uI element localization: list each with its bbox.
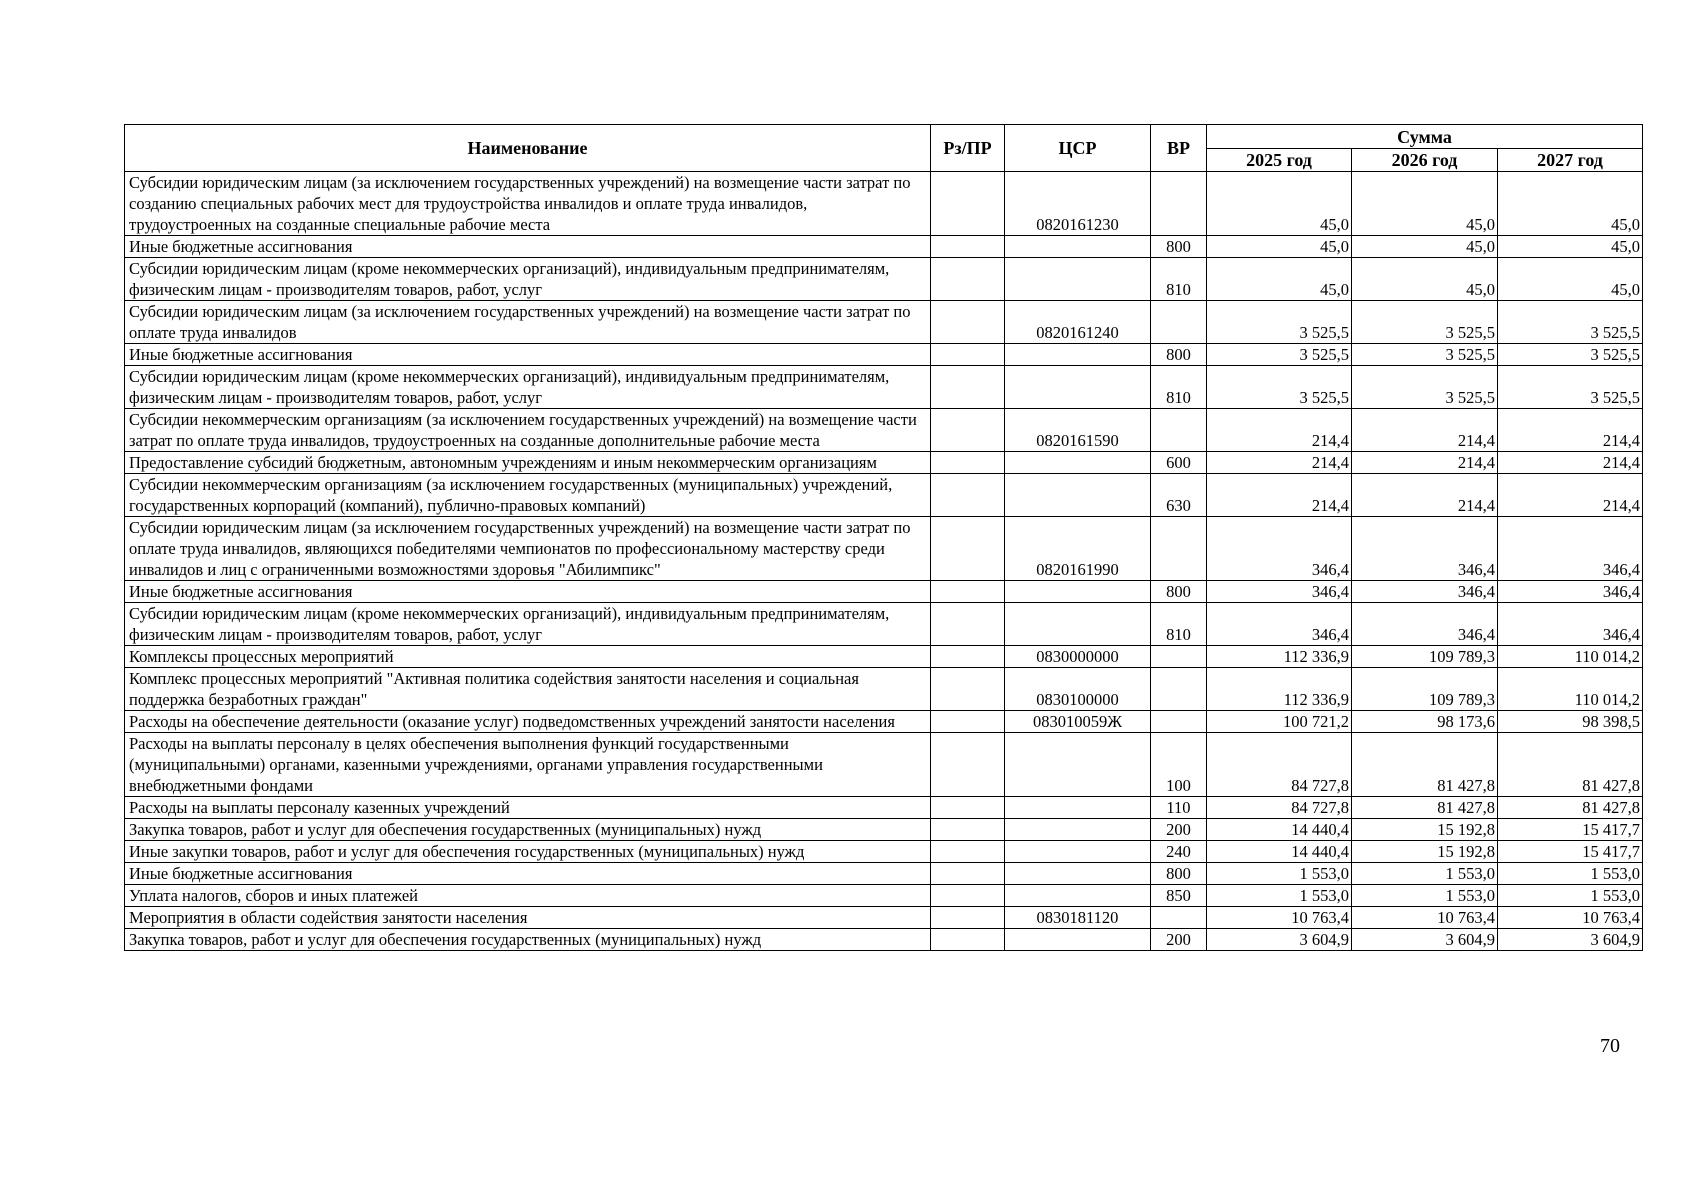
table-row	[125, 258, 1643, 301]
row-name: Иные бюджетные ассигнования	[125, 236, 931, 258]
row-sum-2026: 214,4	[1352, 474, 1498, 517]
row-vr	[1151, 172, 1207, 236]
row-sum-2026: 1 553,0	[1352, 885, 1498, 907]
table-row	[125, 646, 1643, 668]
row-vr	[1151, 517, 1207, 581]
row-sum-2027: 3 525,5	[1498, 366, 1643, 409]
row-csr	[1005, 474, 1151, 517]
row-sum-2027: 346,4	[1498, 581, 1643, 603]
row-sum-2027: 15 417,7	[1498, 819, 1643, 841]
row-vr	[1151, 711, 1207, 733]
row-sum-2027: 45,0	[1498, 258, 1643, 301]
row-name: Субсидии юридическим лицам (кроме некоммерческих организаций), индивидуальным предпринимателям, физическим лицам - производителям товаров, работ, услуг	[125, 258, 931, 301]
row-rz-pr	[931, 929, 1005, 951]
row-sum-2026: 98 173,6	[1352, 711, 1498, 733]
row-sum-2027: 45,0	[1498, 236, 1643, 258]
table-row	[125, 409, 1643, 452]
header-sum: Сумма	[1207, 125, 1643, 149]
row-csr: 0820161230	[1005, 172, 1151, 236]
row-sum-2025: 14 440,4	[1207, 819, 1352, 841]
row-csr	[1005, 733, 1151, 797]
table-row	[125, 366, 1643, 409]
row-sum-2027: 214,4	[1498, 474, 1643, 517]
row-sum-2026: 15 192,8	[1352, 841, 1498, 863]
row-rz-pr	[931, 907, 1005, 929]
table-row	[125, 733, 1643, 797]
row-name: Субсидии юридическим лицам (за исключением государственных учреждений) на возмещение части затрат по оплате труда инвалидов	[125, 301, 931, 344]
row-rz-pr	[931, 646, 1005, 668]
row-sum-2025: 3 604,9	[1207, 929, 1352, 951]
row-rz-pr	[931, 863, 1005, 885]
row-name: Уплата налогов, сборов и иных платежей	[125, 885, 931, 907]
table-body	[125, 172, 1643, 951]
row-vr: 100	[1151, 733, 1207, 797]
row-sum-2025: 45,0	[1207, 236, 1352, 258]
row-rz-pr	[931, 581, 1005, 603]
row-csr	[1005, 236, 1151, 258]
row-sum-2025: 3 525,5	[1207, 366, 1352, 409]
row-csr: 0830181120	[1005, 907, 1151, 929]
row-sum-2027: 98 398,5	[1498, 711, 1643, 733]
row-sum-2025: 100 721,2	[1207, 711, 1352, 733]
row-rz-pr	[931, 301, 1005, 344]
row-sum-2027: 1 553,0	[1498, 863, 1643, 885]
row-name: Комплексы процессных мероприятий	[125, 646, 931, 668]
table-row	[125, 603, 1643, 646]
row-sum-2026: 3 525,5	[1352, 366, 1498, 409]
row-rz-pr	[931, 797, 1005, 819]
row-csr: 0820161590	[1005, 409, 1151, 452]
row-vr: 850	[1151, 885, 1207, 907]
row-vr: 240	[1151, 841, 1207, 863]
row-sum-2027: 15 417,7	[1498, 841, 1643, 863]
row-sum-2025: 112 336,9	[1207, 646, 1352, 668]
row-csr	[1005, 344, 1151, 366]
row-vr: 800	[1151, 344, 1207, 366]
row-sum-2025: 45,0	[1207, 172, 1352, 236]
row-name: Закупка товаров, работ и услуг для обеспечения государственных (муниципальных) нужд	[125, 929, 931, 951]
table-row	[125, 474, 1643, 517]
row-sum-2025: 1 553,0	[1207, 863, 1352, 885]
row-sum-2026: 45,0	[1352, 172, 1498, 236]
row-rz-pr	[931, 819, 1005, 841]
table-row	[125, 668, 1643, 711]
row-sum-2025: 3 525,5	[1207, 344, 1352, 366]
row-vr	[1151, 409, 1207, 452]
table-row	[125, 841, 1643, 863]
row-csr: 0830000000	[1005, 646, 1151, 668]
row-csr	[1005, 366, 1151, 409]
row-rz-pr	[931, 841, 1005, 863]
row-sum-2025: 346,4	[1207, 517, 1352, 581]
header-year-2025: 2025 год	[1207, 149, 1352, 172]
header-year-2027: 2027 год	[1498, 149, 1643, 172]
row-sum-2026: 10 763,4	[1352, 907, 1498, 929]
row-sum-2026: 3 525,5	[1352, 344, 1498, 366]
row-sum-2026: 3 604,9	[1352, 929, 1498, 951]
row-sum-2027: 3 604,9	[1498, 929, 1643, 951]
row-vr	[1151, 907, 1207, 929]
row-csr	[1005, 841, 1151, 863]
row-sum-2026: 15 192,8	[1352, 819, 1498, 841]
row-name: Иные закупки товаров, работ и услуг для обеспечения государственных (муниципальных) нужд	[125, 841, 931, 863]
row-name: Комплекс процессных мероприятий "Активная политика содействия занятости населения и социальная поддержка безработных граждан"	[125, 668, 931, 711]
header-name: Наименование	[125, 125, 931, 172]
row-sum-2026: 346,4	[1352, 603, 1498, 646]
row-sum-2025: 3 525,5	[1207, 301, 1352, 344]
header-vr: ВР	[1151, 125, 1207, 172]
row-rz-pr	[931, 733, 1005, 797]
row-sum-2027: 3 525,5	[1498, 344, 1643, 366]
row-sum-2025: 214,4	[1207, 474, 1352, 517]
row-sum-2025: 346,4	[1207, 581, 1352, 603]
table-row	[125, 301, 1643, 344]
row-name: Иные бюджетные ассигнования	[125, 863, 931, 885]
row-sum-2026: 1 553,0	[1352, 863, 1498, 885]
row-vr: 800	[1151, 863, 1207, 885]
row-vr	[1151, 668, 1207, 711]
header-rz-pr: Рз/ПР	[931, 125, 1005, 172]
table-row	[125, 581, 1643, 603]
row-csr	[1005, 885, 1151, 907]
table-row	[125, 907, 1643, 929]
row-name: Субсидии юридическим лицам (за исключением государственных учреждений) на возмещение части затрат по оплате труда инвалидов, являющихся победителями чемпионатов по профессиональному мастерству среди инвалидов и лиц с ограниченными возможностями здоровья "Абилимпикс"	[125, 517, 931, 581]
row-sum-2026: 45,0	[1352, 236, 1498, 258]
row-vr: 200	[1151, 929, 1207, 951]
table-row	[125, 863, 1643, 885]
row-sum-2026: 81 427,8	[1352, 733, 1498, 797]
row-sum-2025: 14 440,4	[1207, 841, 1352, 863]
row-sum-2026: 45,0	[1352, 258, 1498, 301]
table-row	[125, 797, 1643, 819]
row-sum-2027: 10 763,4	[1498, 907, 1643, 929]
row-vr: 810	[1151, 258, 1207, 301]
table-row	[125, 929, 1643, 951]
row-sum-2026: 346,4	[1352, 581, 1498, 603]
row-name: Предоставление субсидий бюджетным, автономным учреждениям и иным некоммерческим организациям	[125, 452, 931, 474]
row-csr	[1005, 581, 1151, 603]
row-vr: 810	[1151, 366, 1207, 409]
row-sum-2027: 110 014,2	[1498, 646, 1643, 668]
row-csr	[1005, 797, 1151, 819]
page-number: 70	[1600, 1035, 1620, 1057]
row-name: Иные бюджетные ассигнования	[125, 581, 931, 603]
row-sum-2027: 110 014,2	[1498, 668, 1643, 711]
row-csr: 083010059Ж	[1005, 711, 1151, 733]
table-row	[125, 517, 1643, 581]
row-rz-pr	[931, 474, 1005, 517]
row-name: Субсидии юридическим лицам (кроме некоммерческих организаций), индивидуальным предпринимателям, физическим лицам - производителям товаров, работ, услуг	[125, 603, 931, 646]
row-rz-pr	[931, 409, 1005, 452]
row-sum-2027: 81 427,8	[1498, 733, 1643, 797]
row-sum-2025: 214,4	[1207, 452, 1352, 474]
row-sum-2027: 214,4	[1498, 409, 1643, 452]
row-csr	[1005, 929, 1151, 951]
row-rz-pr	[931, 366, 1005, 409]
row-csr	[1005, 863, 1151, 885]
row-name: Расходы на обеспечение деятельности (оказание услуг) подведомственных учреждений занятости населения	[125, 711, 931, 733]
row-name: Субсидии некоммерческим организациям (за исключением государственных учреждений) на возмещение части затрат по оплате труда инвалидов, трудоустроенных на созданные дополнительные рабочие места	[125, 409, 931, 452]
row-name: Расходы на выплаты персоналу казенных учреждений	[125, 797, 931, 819]
row-vr: 800	[1151, 236, 1207, 258]
row-sum-2027: 346,4	[1498, 517, 1643, 581]
row-rz-pr	[931, 517, 1005, 581]
row-name: Мероприятия в области содействия занятости населения	[125, 907, 931, 929]
row-sum-2026: 214,4	[1352, 409, 1498, 452]
row-sum-2025: 84 727,8	[1207, 797, 1352, 819]
row-csr: 0820161240	[1005, 301, 1151, 344]
row-rz-pr	[931, 172, 1005, 236]
row-sum-2025: 45,0	[1207, 258, 1352, 301]
row-rz-pr	[931, 344, 1005, 366]
row-sum-2025: 346,4	[1207, 603, 1352, 646]
row-vr: 200	[1151, 819, 1207, 841]
row-sum-2027: 214,4	[1498, 452, 1643, 474]
row-sum-2027: 3 525,5	[1498, 301, 1643, 344]
row-csr: 0820161990	[1005, 517, 1151, 581]
row-sum-2025: 84 727,8	[1207, 733, 1352, 797]
row-name: Расходы на выплаты персоналу в целях обеспечения выполнения функций государственными (муниципальными) органами, казенными учреждениями, органами управления государственными внебюджетными фондами	[125, 733, 931, 797]
row-sum-2027: 346,4	[1498, 603, 1643, 646]
header-csr: ЦСР	[1005, 125, 1151, 172]
row-vr: 110	[1151, 797, 1207, 819]
row-name: Субсидии некоммерческим организациям (за исключением государственных (муниципальных) учреждений, государственных корпораций (компаний), публично-правовых компаний)	[125, 474, 931, 517]
row-vr	[1151, 301, 1207, 344]
row-name: Субсидии юридическим лицам (за исключением государственных учреждений) на возмещение части затрат по созданию специальных рабочих мест для трудоустройства инвалидов и оплате труда инвалидов, трудоустроенных на созданные специальные рабочие места	[125, 172, 931, 236]
row-vr	[1151, 646, 1207, 668]
row-csr	[1005, 258, 1151, 301]
row-rz-pr	[931, 603, 1005, 646]
header-year-2026: 2026 год	[1352, 149, 1498, 172]
row-sum-2025: 112 336,9	[1207, 668, 1352, 711]
table-row	[125, 344, 1643, 366]
row-csr: 0830100000	[1005, 668, 1151, 711]
row-csr	[1005, 603, 1151, 646]
row-name: Закупка товаров, работ и услуг для обеспечения государственных (муниципальных) нужд	[125, 819, 931, 841]
table-row	[125, 452, 1643, 474]
row-sum-2026: 214,4	[1352, 452, 1498, 474]
row-rz-pr	[931, 885, 1005, 907]
row-name: Иные бюджетные ассигнования	[125, 344, 931, 366]
table-row	[125, 885, 1643, 907]
row-sum-2026: 346,4	[1352, 517, 1498, 581]
row-sum-2026: 109 789,3	[1352, 668, 1498, 711]
row-sum-2027: 45,0	[1498, 172, 1643, 236]
row-vr: 630	[1151, 474, 1207, 517]
row-sum-2025: 1 553,0	[1207, 885, 1352, 907]
row-csr	[1005, 819, 1151, 841]
row-sum-2027: 81 427,8	[1498, 797, 1643, 819]
table-row	[125, 711, 1643, 733]
row-rz-pr	[931, 258, 1005, 301]
row-name: Субсидии юридическим лицам (кроме некоммерческих организаций), индивидуальным предпринимателям, физическим лицам - производителям товаров, работ, услуг	[125, 366, 931, 409]
row-rz-pr	[931, 236, 1005, 258]
row-vr: 800	[1151, 581, 1207, 603]
row-sum-2026: 81 427,8	[1352, 797, 1498, 819]
table-row	[125, 236, 1643, 258]
row-sum-2026: 109 789,3	[1352, 646, 1498, 668]
budget-table	[124, 124, 1643, 951]
row-sum-2025: 214,4	[1207, 409, 1352, 452]
row-csr	[1005, 452, 1151, 474]
table-row	[125, 819, 1643, 841]
row-rz-pr	[931, 452, 1005, 474]
row-rz-pr	[931, 711, 1005, 733]
row-vr: 810	[1151, 603, 1207, 646]
row-rz-pr	[931, 668, 1005, 711]
row-sum-2026: 3 525,5	[1352, 301, 1498, 344]
row-sum-2027: 1 553,0	[1498, 885, 1643, 907]
row-vr: 600	[1151, 452, 1207, 474]
row-sum-2025: 10 763,4	[1207, 907, 1352, 929]
table-row	[125, 172, 1643, 236]
